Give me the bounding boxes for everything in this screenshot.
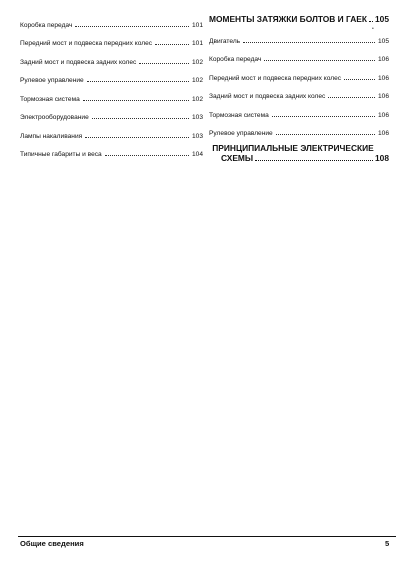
- dot-leader: [155, 44, 189, 45]
- toc-entry-page: 101: [191, 40, 203, 47]
- toc-entry-label: Тормозная система: [20, 95, 80, 103]
- toc-entry-page: 105: [377, 37, 389, 45]
- toc-entry-label: Коробка передач: [20, 21, 73, 29]
- toc-entry-page: 106: [377, 111, 389, 119]
- toc-heading-label: СХЕМЫ: [221, 153, 254, 163]
- toc-left-column: [20, 10, 203, 158]
- toc-entry-page: 106: [377, 56, 389, 63]
- toc-entry-label: Тормозная система: [209, 111, 269, 119]
- toc-entry-page: 106: [377, 74, 389, 82]
- toc-entry-page: 102: [191, 58, 203, 66]
- toc-entry-page: 103: [191, 114, 203, 121]
- dot-leader: [75, 26, 189, 27]
- toc-entry-rear-axle: [209, 82, 389, 101]
- toc-entry-page: 101: [191, 21, 203, 29]
- dot-leader: [83, 100, 189, 101]
- toc-entry-steering: [20, 66, 203, 85]
- toc-entry-front-axle: [209, 63, 389, 82]
- toc-entry-page: 102: [191, 77, 203, 84]
- toc-heading-page: 108: [375, 153, 389, 163]
- toc-entry-rear-axle: [20, 47, 203, 66]
- dot-leader: [92, 118, 189, 119]
- toc-heading-wiring-diagrams: [209, 143, 389, 163]
- dot-leader: [344, 79, 375, 80]
- toc-entry-front-axle: [20, 29, 203, 48]
- toc-entry-label: Рулевое управление: [20, 77, 84, 84]
- footer-section-title: Общие сведения: [20, 539, 84, 548]
- toc-entry-gearbox: [209, 45, 389, 64]
- toc-entry-label: Задний мост и подвеска задних колес: [20, 58, 137, 66]
- dot-leader: [264, 60, 375, 61]
- toc-heading-line1: ПРИНЦИПИАЛЬНЫЕ ЭЛЕКТРИЧЕСКИЕ: [212, 143, 374, 153]
- toc-entry-label: Электрооборудование: [20, 114, 89, 121]
- toc-entry-brakes: [209, 100, 389, 119]
- stray-mark: •: [372, 26, 374, 32]
- dot-leader: [105, 155, 189, 156]
- toc-heading-line2: [209, 153, 389, 163]
- dot-leader: [369, 21, 373, 22]
- dot-leader: [255, 160, 373, 161]
- footer-page-number: 5: [385, 539, 390, 548]
- dot-leader: [276, 134, 375, 135]
- toc-entry-label: Рулевое управление: [209, 130, 273, 137]
- toc-entry-page: 104: [191, 151, 203, 158]
- toc-entry-engine: [209, 26, 389, 45]
- dot-leader: [139, 63, 189, 64]
- toc-entry-page: 102: [191, 95, 203, 103]
- toc-heading-page: 105: [375, 14, 389, 24]
- toc-entry-lamps: [20, 121, 203, 140]
- toc-entry-gearbox: [20, 10, 203, 29]
- toc-entry-page: 106: [377, 93, 389, 100]
- dot-leader: [243, 42, 375, 43]
- toc-entry-label: Двигатель: [209, 37, 241, 45]
- toc-entry-electrics: [20, 103, 203, 122]
- toc-right-column: [209, 10, 389, 163]
- toc-entry-label: Типичные габариты и веса: [20, 151, 102, 158]
- toc-entry-steering: [209, 119, 389, 138]
- toc-entry-brakes: [20, 84, 203, 103]
- toc-entry-label: Задний мост и подвеска задних колес: [209, 93, 326, 100]
- toc-entry-label: Передний мост и подвеска передних колес: [20, 40, 153, 47]
- toc-heading-label: МОМЕНТЫ ЗАТЯЖКИ БОЛТОВ И ГАЕК: [209, 14, 367, 24]
- toc-entry-label: Лампы накаливания: [20, 132, 83, 140]
- toc-heading-torques: [209, 10, 389, 24]
- dot-leader: [85, 137, 189, 138]
- toc-entry-dimensions: [20, 140, 203, 159]
- dot-leader: [328, 97, 375, 98]
- dot-leader: [87, 81, 189, 82]
- toc-entry-page: 106: [377, 130, 389, 137]
- toc-entry-label: Коробка передач: [209, 56, 262, 63]
- footer-divider: [18, 536, 396, 537]
- toc-entry-label: Передний мост и подвеска передних колес: [209, 74, 342, 82]
- toc-entry-page: 103: [191, 132, 203, 140]
- dot-leader: [272, 116, 375, 117]
